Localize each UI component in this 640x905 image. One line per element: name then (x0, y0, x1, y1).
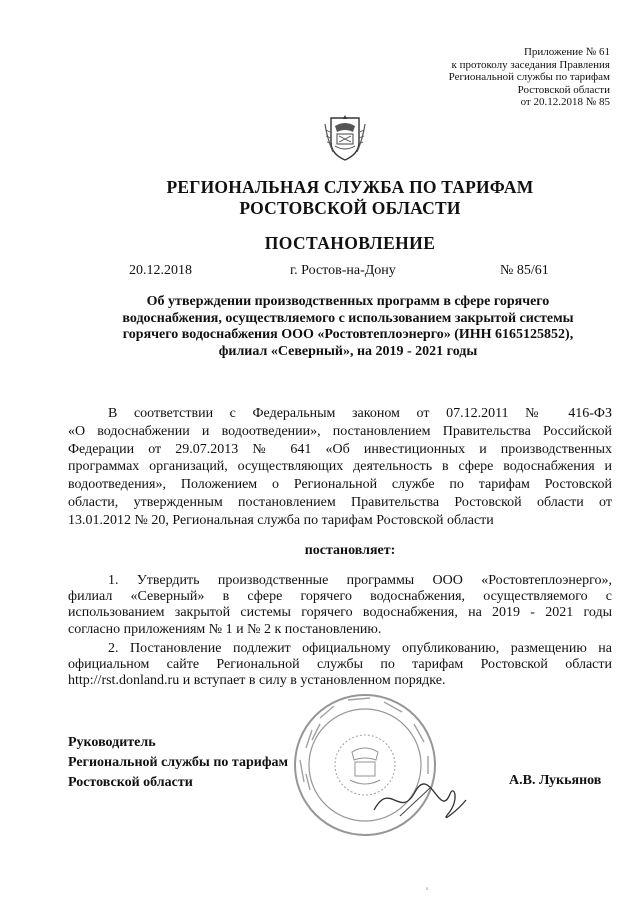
scan-artifact-icon: ⁿ (426, 885, 429, 894)
subject-line: Об утверждении производственных программ в сфере горячего (146, 294, 550, 309)
item1-line: использованием закрытой системы горячего водоснабжения, на 2019 - 2021 годы (68, 605, 612, 621)
decree-number: № 85/61 (500, 263, 549, 278)
appendix-line: Приложение № 61 (523, 46, 610, 58)
item1-line: согласно приложениям № 1 и № 2 к постановлению. (68, 621, 382, 637)
preamble-line: «О водоснабжении и водоотведении», постановлением Правительства Российской (68, 423, 612, 439)
decree-items (68, 573, 612, 689)
item1-line: 1. Утвердить производственные программы ООО «Ростовтеплоэнерго», (108, 573, 612, 588)
agency-name (60, 177, 640, 219)
signatory-role: Руководитель (68, 735, 156, 750)
preamble-line: Федерации от 29.07.2013 № 641 «Об инвестиционных и производственных (68, 441, 612, 457)
appendix-line: от 20.12.2018 № 85 (520, 96, 610, 108)
signatory-role: Региональной службы по тарифам (68, 755, 289, 770)
appendix-line: Ростовской области (517, 83, 610, 96)
signatory-role: Ростовской области (68, 775, 193, 790)
item2-line: официальном сайте Региональной службы по тарифам Ростовской области (68, 657, 612, 673)
handwritten-signature-icon (370, 770, 470, 830)
preamble-line: программах организаций, осуществляющих деятельность в сфере водоснабжения и (68, 459, 612, 475)
item2-line: http://rst.donland.ru и вступает в силу в установленном порядке. (68, 673, 446, 689)
appendix-note (350, 46, 610, 109)
subject-line: филиал «Северный», на 2019 - 2021 годы (218, 343, 478, 359)
item2-line: 2. Постановление подлежит официальному опубликованию, размещению на (108, 640, 612, 656)
signatory-name: А.В. Лукьянов (509, 773, 602, 788)
decree-subject (88, 294, 608, 360)
rostov-coat-of-arms-icon (323, 112, 367, 162)
decree-city: г. Ростов-на-Дону (290, 263, 396, 278)
signatory-block (68, 733, 288, 793)
preamble-line: 13.01.2012 № 20, Региональная служба по тарифам Ростовской области (68, 512, 494, 528)
item1-line: филиал «Северный» в сфере горячего водоснабжения, осуществляемого с (68, 589, 612, 605)
decree-date: 20.12.2018 (129, 263, 192, 278)
preamble-line: водоотведения», Положением о Региональной службе по тарифам Ростовской (68, 477, 612, 493)
appendix-line: Региональной службы по тарифам (448, 71, 610, 83)
subject-line: горячего водоснабжения ООО «Ростовтеплоэнерго» (ИНН 6165125852), (122, 327, 574, 342)
appendix-line: к протоколу заседания Правления (451, 58, 610, 71)
preamble-line: В соответствии с Федеральным законом от 07.12.2011 № 416-ФЗ (108, 406, 612, 421)
agency-name-line: РОСТОВСКОЙ ОБЛАСТИ (239, 198, 461, 218)
decree-title: ПОСТАНОВЛЕНИЕ (264, 233, 436, 253)
subject-line: водоснабжения, осуществляемого с использованием закрытой системы (122, 310, 574, 326)
preamble-line: области, утвержденным постановлением Правительства Ростовской области от (68, 494, 612, 510)
resolves-heading: постановляет: (304, 543, 396, 558)
agency-name-line: РЕГИОНАЛЬНАЯ СЛУЖБА ПО ТАРИФАМ (166, 177, 534, 197)
preamble-paragraph (68, 405, 612, 530)
